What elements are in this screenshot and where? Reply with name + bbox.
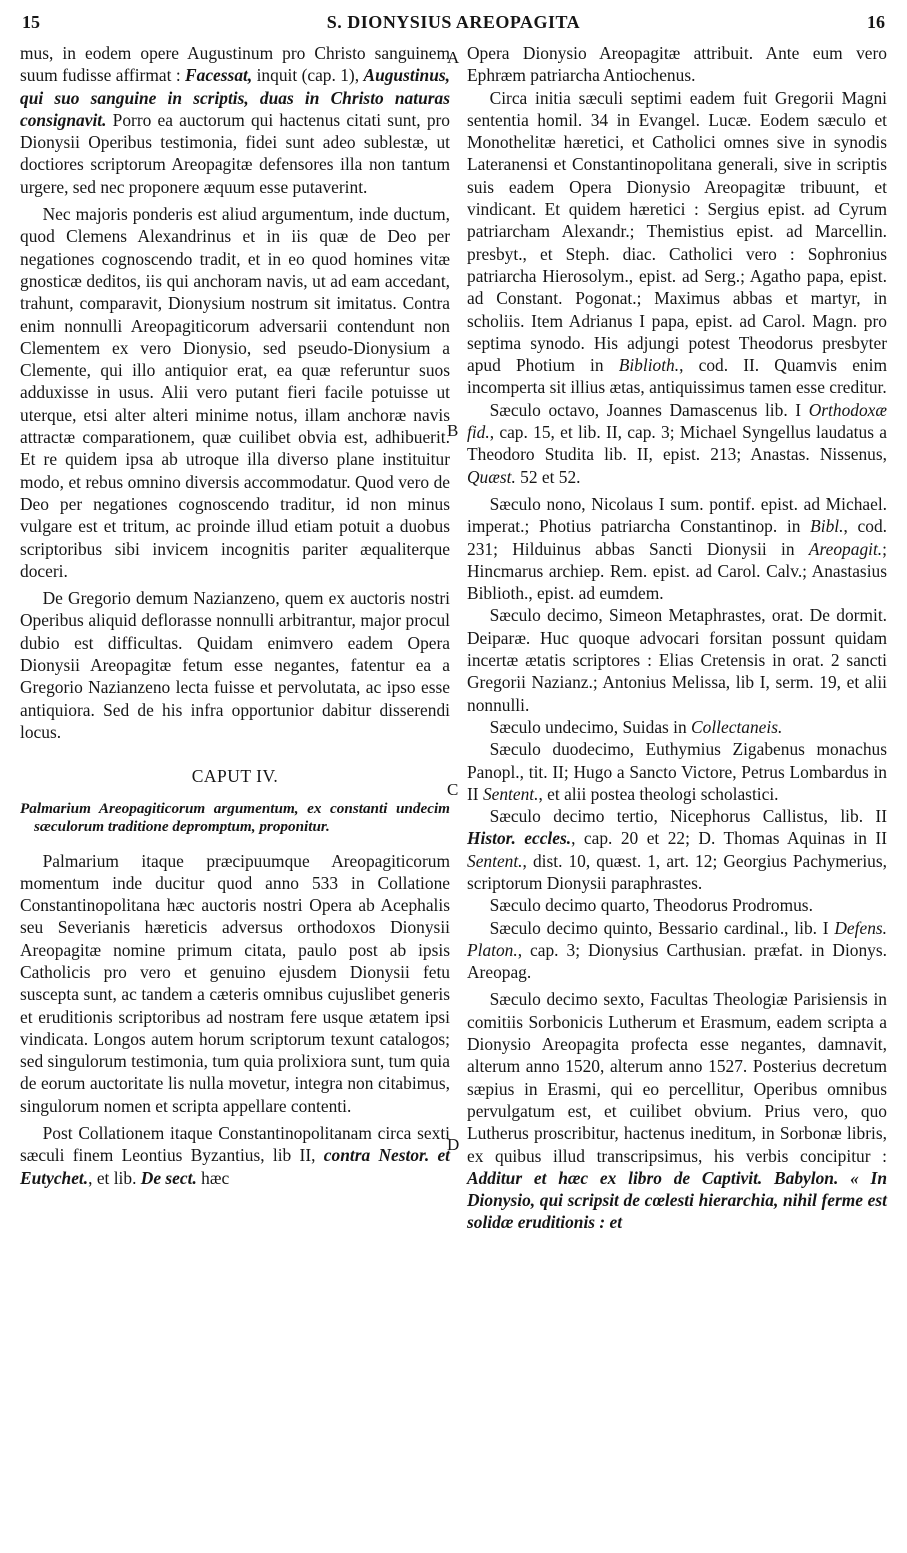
chapter-heading: CAPUT IV.: [191, 766, 279, 787]
page-number-left: 15: [22, 12, 40, 32]
page-number-right: 16: [867, 12, 885, 32]
paragraph: Sæculo nono, Nicolaus I sum. pontif. epist. ad Michael. imperat.; Photius patriarcha Constantinop. in Bibl., cod. 231; Hilduinus abbas Sancti Dionysii in Areopagit.; Hincmarus archiep. Rem. epist. ad Carol. Calv.; Anastasius Biblioth., epist. ad eumdem.: [467, 493, 887, 604]
paragraph: Sæculo decimo, Simeon Metaphrastes, orat. De dormit. Deiparæ. Huc quoque advocari forsitan possunt quidam incertæ ætatis scriptores : Elias Cretensis in orat. 2 sancti Gregorii Nazianz.; Antonius Melissa, lib I, serm. 19, et alii nonnulli.: [467, 605, 887, 715]
running-title: S. DIONYSIUS AREOPAGITA: [326, 12, 581, 32]
paragraph: Opera Dionysio Areopagitæ attribuit. Ante eum vero Ephræm patriarcha Antiochenus.: [467, 43, 887, 86]
paragraph: Circa initia sæculi septimi eadem fuit Gregorii Magni sententia homil. 34 in Evangel. Lucæ. Eodem sæculo et Monothelitæ hæretici, et Catholici omnes sive in synodis Lateranensi et Constantinopolitana generali, sive in scriptis suis eadem Opera Dionysio Areopagitæ tribuunt, et vindicant. Et quidem hæretici : Sergius epist. ad Cyrum patriarcham Alexandr.; Themistius epist. ad Marcellin. presbyt., et Steph. diac. Catholici vero : Sophronius patriarcha Hierosolym., epist. ad Serg.; Agatho papa, epist. ad Constant. Pogonat.; Maximus abbas et martyr, in scholiis. Item Adrianus I papa, epist. ad Carol. Magn. pro septima synodo. His adjungi potest Theodorus presbyter apud Photium in Biblioth., cod. II. Quamvis enim incomperta sit illius ætas, antiquissimus tamen esse creditur.: [467, 87, 887, 398]
paragraph: mus, in eodem opere Augustinum pro Christo sanguinem suum fudisse affirmat : Facessat, inquit (cap. 1), Augustinus, qui suo sanguine in scriptis, duas in Christo naturas consignavit. Porro ea auctorum qui hactenus citati sunt, pro Dionysii Operibus testimonia, fidei sunt adeo sublestæ, ut doctiores scriptorum Areopagitæ defensores illa non tantum urgere, sed nec proponere æquum esse putaverint.: [20, 43, 450, 197]
paragraph: Sæculo undecimo, Suidas in Collectaneis.: [489, 716, 783, 737]
paragraph: De Gregorio demum Nazianzeno, quem ex auctoris nostri Operibus aliquid deflorasse nonnulli arbitrantur, major procul dubio est difficultas. Quidam enimvero eadem Opera Dionysii Areopagitæ fetum esse negantes, fatentur ea a Gregorio Nazianzeno lecta fuisse et pervolutata, ac ipso esse antiquiora. Sed de his infra opportunior dabitur disserendi locus.: [20, 588, 450, 742]
right-column: [467, 42, 887, 1234]
paragraph: Sæculo octavo, Joannes Damascenus lib. I Orthodoxæ fid., cap. 15, et lib. II, cap. 3; Michael Syngellus laudatus a Theodoro Studita lib. II, epist. 213; Anastas. Nissenus, Quæst. 52 et 52.: [467, 399, 887, 487]
paragraph: Sæculo decimo quinto, Bessario cardinal., lib. I Defens. Platon., cap. 3; Dionysius Carthusian. præfat. in Dionys. Areopag.: [467, 917, 887, 983]
left-column: [20, 42, 450, 1189]
paragraph: Palmarium itaque præcipuumque Areopagiticorum momentum inde ducitur quod anno 533 in Collatione Constantinopolitana hæc auctoris nostri Opera ab Acephalis seu Severianis hæreticis adversus orthodoxos Dionysii Areopagitæ nomine primum citata, paulo post ab ipsis Catholicis pro vero et genuino ejusdem Dionysii fetu suscepta sunt, ac tandem a cæteris omnibus cujuslibet generis et eruditionis scriptoribus ad nostram fere usque ætatem ipsi vindicata. Longos autem horum scriptorum texunt catalogos; sed singulorum testimonia, tum quia prolixiora sunt, tum quia de eorum auctoritate lis nulla movetur, integra non citabimus, singulorum nomen et scripta appellare contenti.: [20, 850, 450, 1116]
margin-marker-c: C: [447, 780, 459, 799]
margin-marker-b: B: [447, 421, 459, 440]
paragraph: Sæculo decimo tertio, Nicephorus Callistus, lib. II Histor. eccles., cap. 20 et 22; D. Thomas Aquinas in II Sentent., dist. 10, quæst. 1, art. 12; Georgius Pachymerius, scriptorum Dionysii paraphrastes.: [467, 806, 888, 893]
paragraph: Sæculo duodecimo, Euthymius Zigabenus monachus Panopl., tit. II; Hugo a Sancto Victore, Petrus Lombardus in II Sentent., et alii postea theologi scholastici.: [467, 739, 887, 804]
paragraph: Post Collationem itaque Constantinopolitanam circa sexti sæculi finem Leontius Byzantius, lib II, contra Nestor. et Eutychet., et lib. De sect. hæc: [20, 1123, 451, 1188]
paragraph: Sæculo decimo sexto, Facultas Theologiæ Parisiensis in comitiis Sorbonicis Lutherum et Erasmum, eadem scripta a Dionysio Areopagita profecta esse negantes, damnavit, alterum anno 1520, alterum anno 1527. Posterius decretum sæpius in Erasmi, qui eo percellitur, Operibus omnibus pervulgatum est, et cuilibet obvium. Prius vero, quo Lutherus proscribitur, hactenus ineditum, in Sorbonæ libris, ex quibus illud transcripsimus, his verbis concipitur : Additur et hæc ex libro de Captivit. Babylon. « In Dionysio, qui scripsit de cœlesti hierarchia, nihil ferme est solidæ eruditionis : et: [467, 989, 887, 1233]
margin-marker-d: D: [447, 1135, 460, 1154]
paragraph: Sæculo decimo quarto, Theodorus Prodromus.: [489, 895, 813, 916]
chapter-summary: Palmarium Areopagiticorum argumentum, ex constanti undecim sæculorum traditione depromptum, proponitur.: [20, 799, 450, 835]
page-header: [0, 6, 907, 40]
margin-marker-a: A: [447, 48, 460, 67]
paragraph: Nec majoris ponderis est aliud argumentum, inde ductum, quod Clemens Alexandrinus et in iis quæ de Deo per negationes cognoscendo tradit, et in eo quod homines vitæ gnosticæ deditos, iis qui anchoram navis, ut ad eam accedant, trahunt, comparavit, Dionysium nostrum sit imitatus. Contra enim nonnulli Areopagiticorum adversarii contendunt non Clementem ex vero Dionysio, sed pseudo-Dionysium a Clemente, qui illo antiquior erat, ea quæ referuntur suos adduxisse in usus. Alii vero putant fieri facile potuisse ut uterque, etsi alter alteri minime notus, illam anchoræ navis attractæ comparationem, quæ cuilibet obvia est, adhibuerit. Et re quidem ipsa ab utroque illa diverso plane instituitur modo, et rebus omnino diversis accommodatur. Quod vero de Deo per negationes cognoscendo traditur, id non minus vulgare est et tritum, ac proinde illud etiam potuit a duobus scriptoribus sibi invicem incognitis pariter æqualiterque doceri.: [20, 204, 450, 581]
